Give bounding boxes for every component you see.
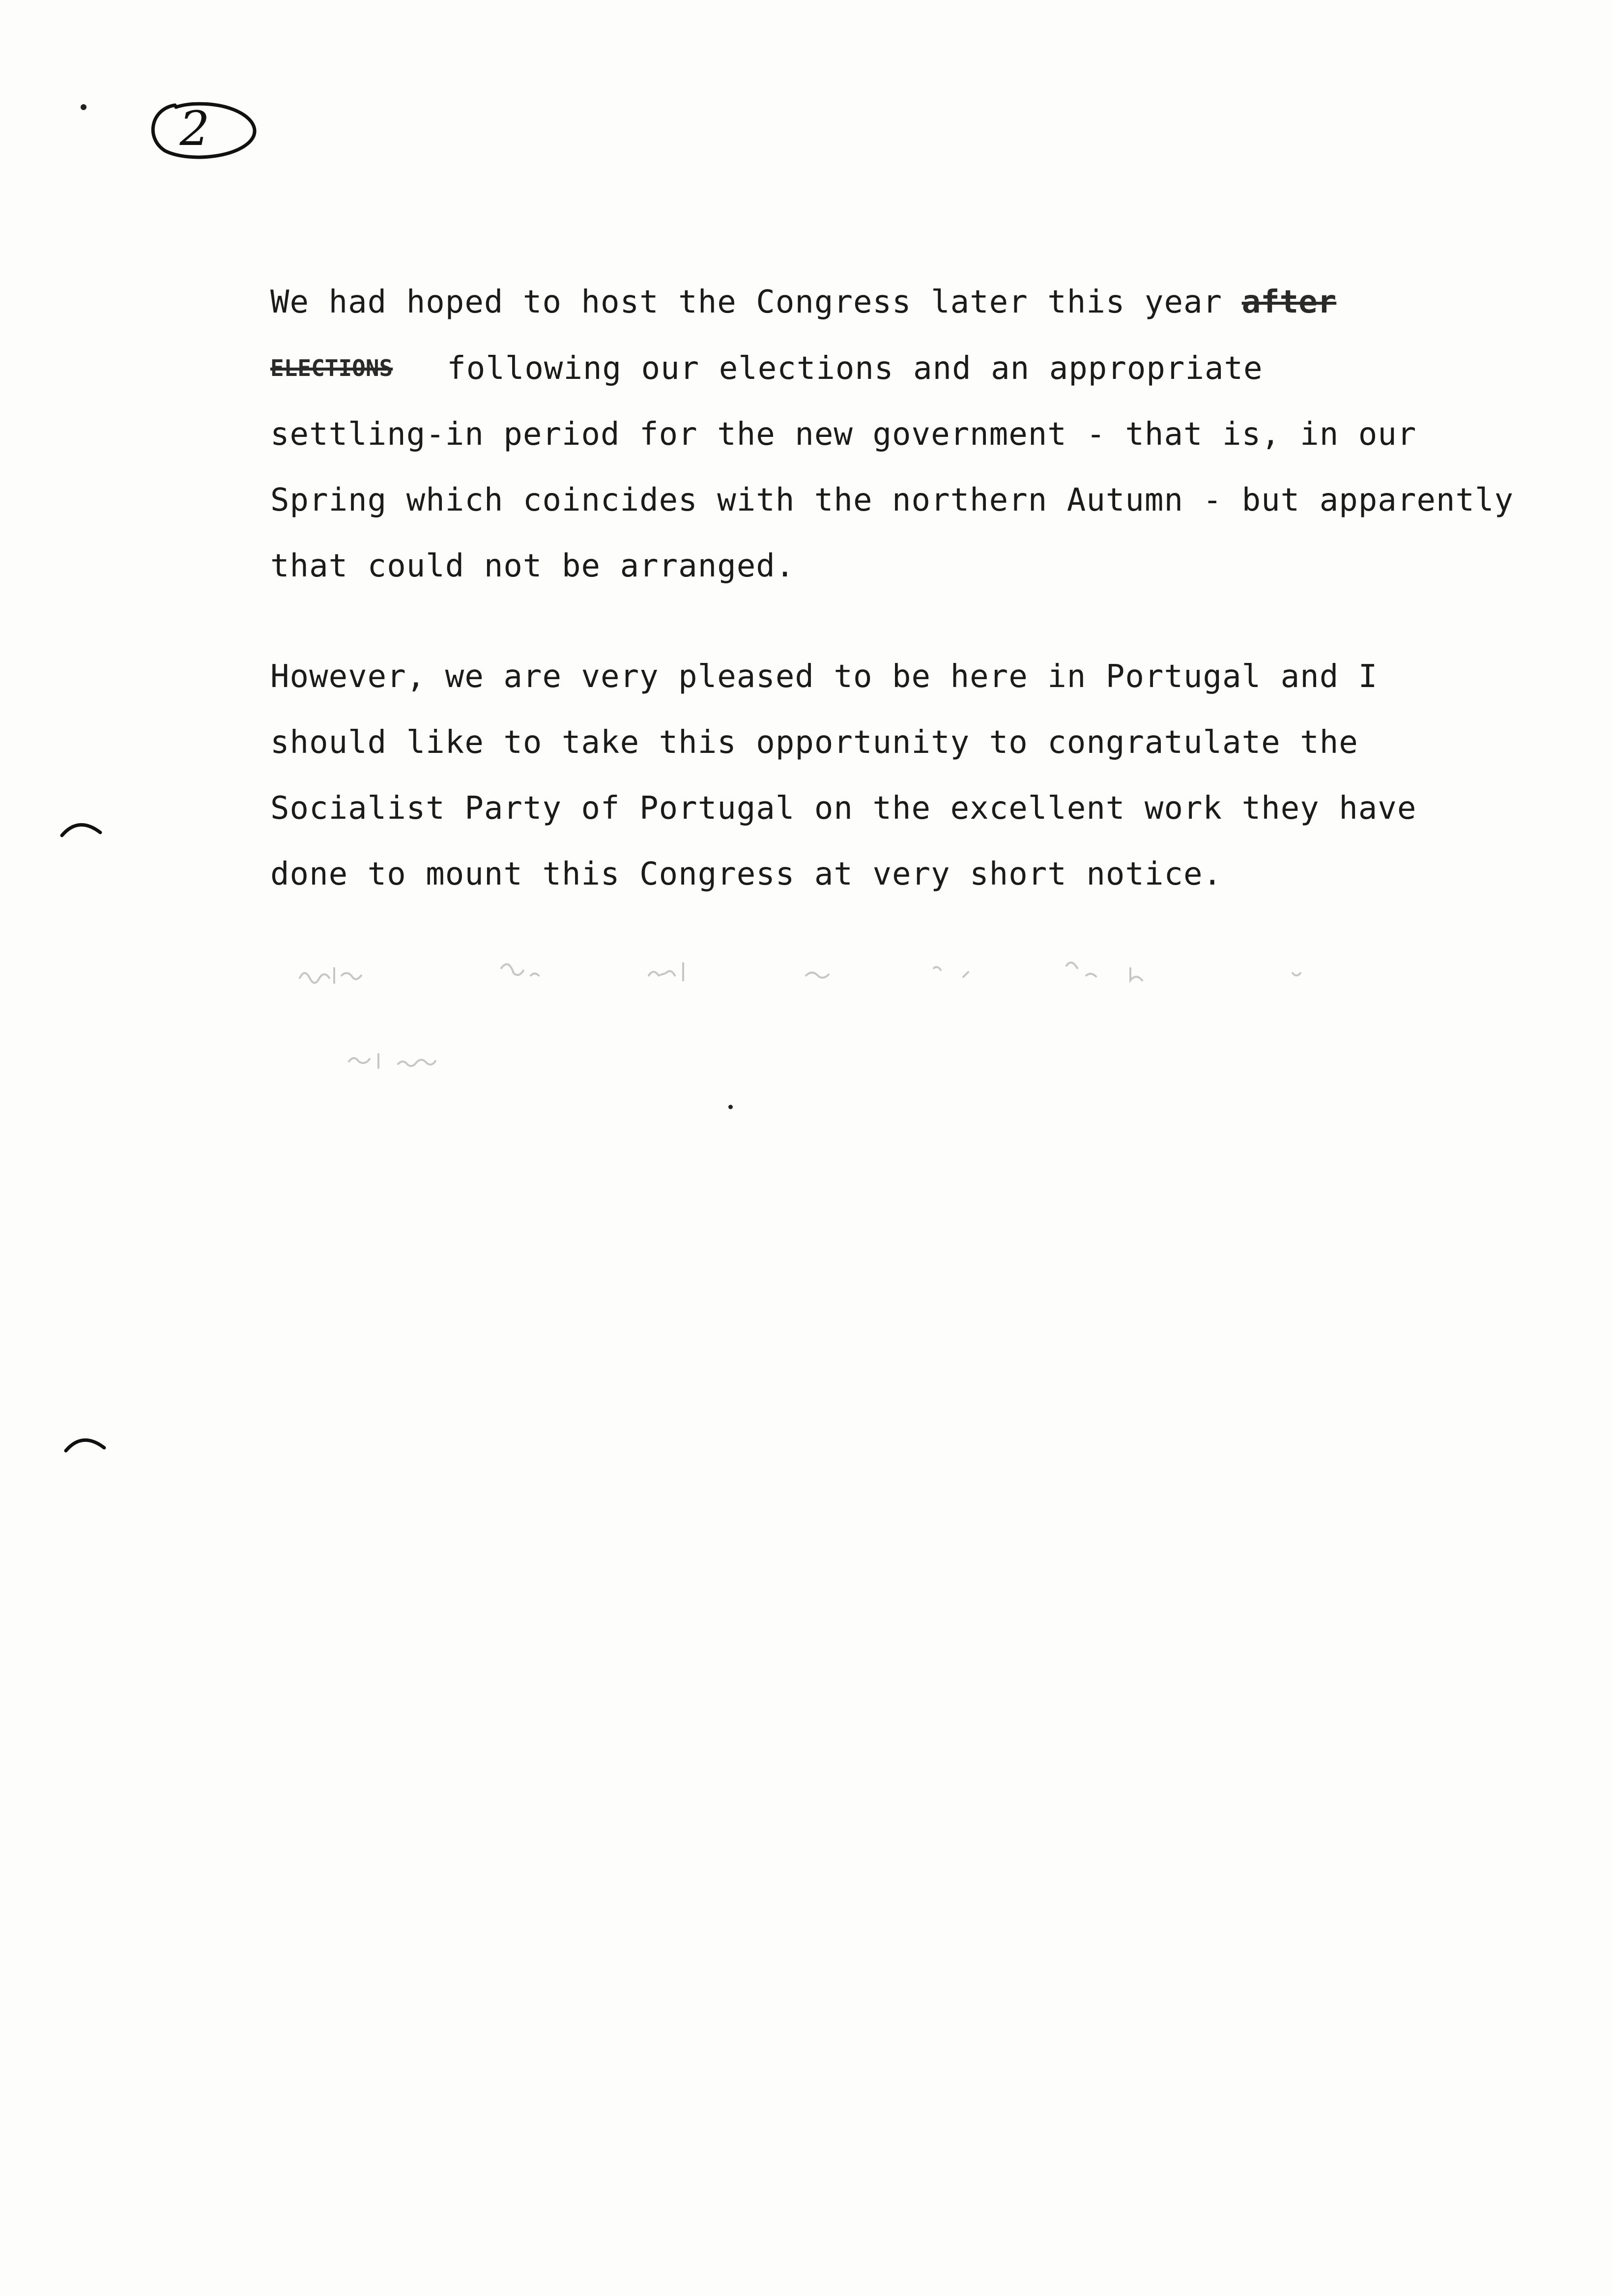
text-line: However, we are very pleased to be here in Portugal and I (270, 659, 1378, 695)
text-line: done to mount this Congress at very short notice. (270, 856, 1223, 892)
punch-hole-mark (59, 816, 103, 845)
struck-out-text: after (1241, 284, 1337, 320)
text-line: should like to take this opportunity to congratulate the (270, 724, 1358, 761)
text-line: Spring which coincides with the northern Autumn - but apparently (270, 482, 1514, 518)
page-number: 2 (179, 101, 210, 156)
text-line: settling-in period for the new government - that is, in our (270, 416, 1417, 453)
text-line: ELECTIONS following our elections and an appropriate (270, 350, 1263, 387)
arc-mark-icon (63, 1431, 107, 1461)
text-line: Socialist Party of Portugal on the excellent work they have (270, 790, 1417, 827)
stray-ink-dot (728, 1105, 733, 1109)
punch-hole-mark (63, 1431, 107, 1461)
paragraph-congress-hosting (270, 269, 1548, 599)
faint-scribble-icon (295, 948, 1327, 1096)
arc-mark-icon (59, 816, 103, 845)
faint-handwritten-note (295, 948, 1327, 1096)
stray-ink-dot (81, 104, 86, 110)
text-line: that could not be arranged. (270, 548, 795, 584)
struck-out-text: ELECTIONS (270, 355, 393, 381)
handwritten-page-number (145, 94, 259, 163)
paragraph-portugal-congratulations (270, 644, 1548, 907)
text-line: We had hoped to host the Congress later this year after (270, 284, 1337, 320)
